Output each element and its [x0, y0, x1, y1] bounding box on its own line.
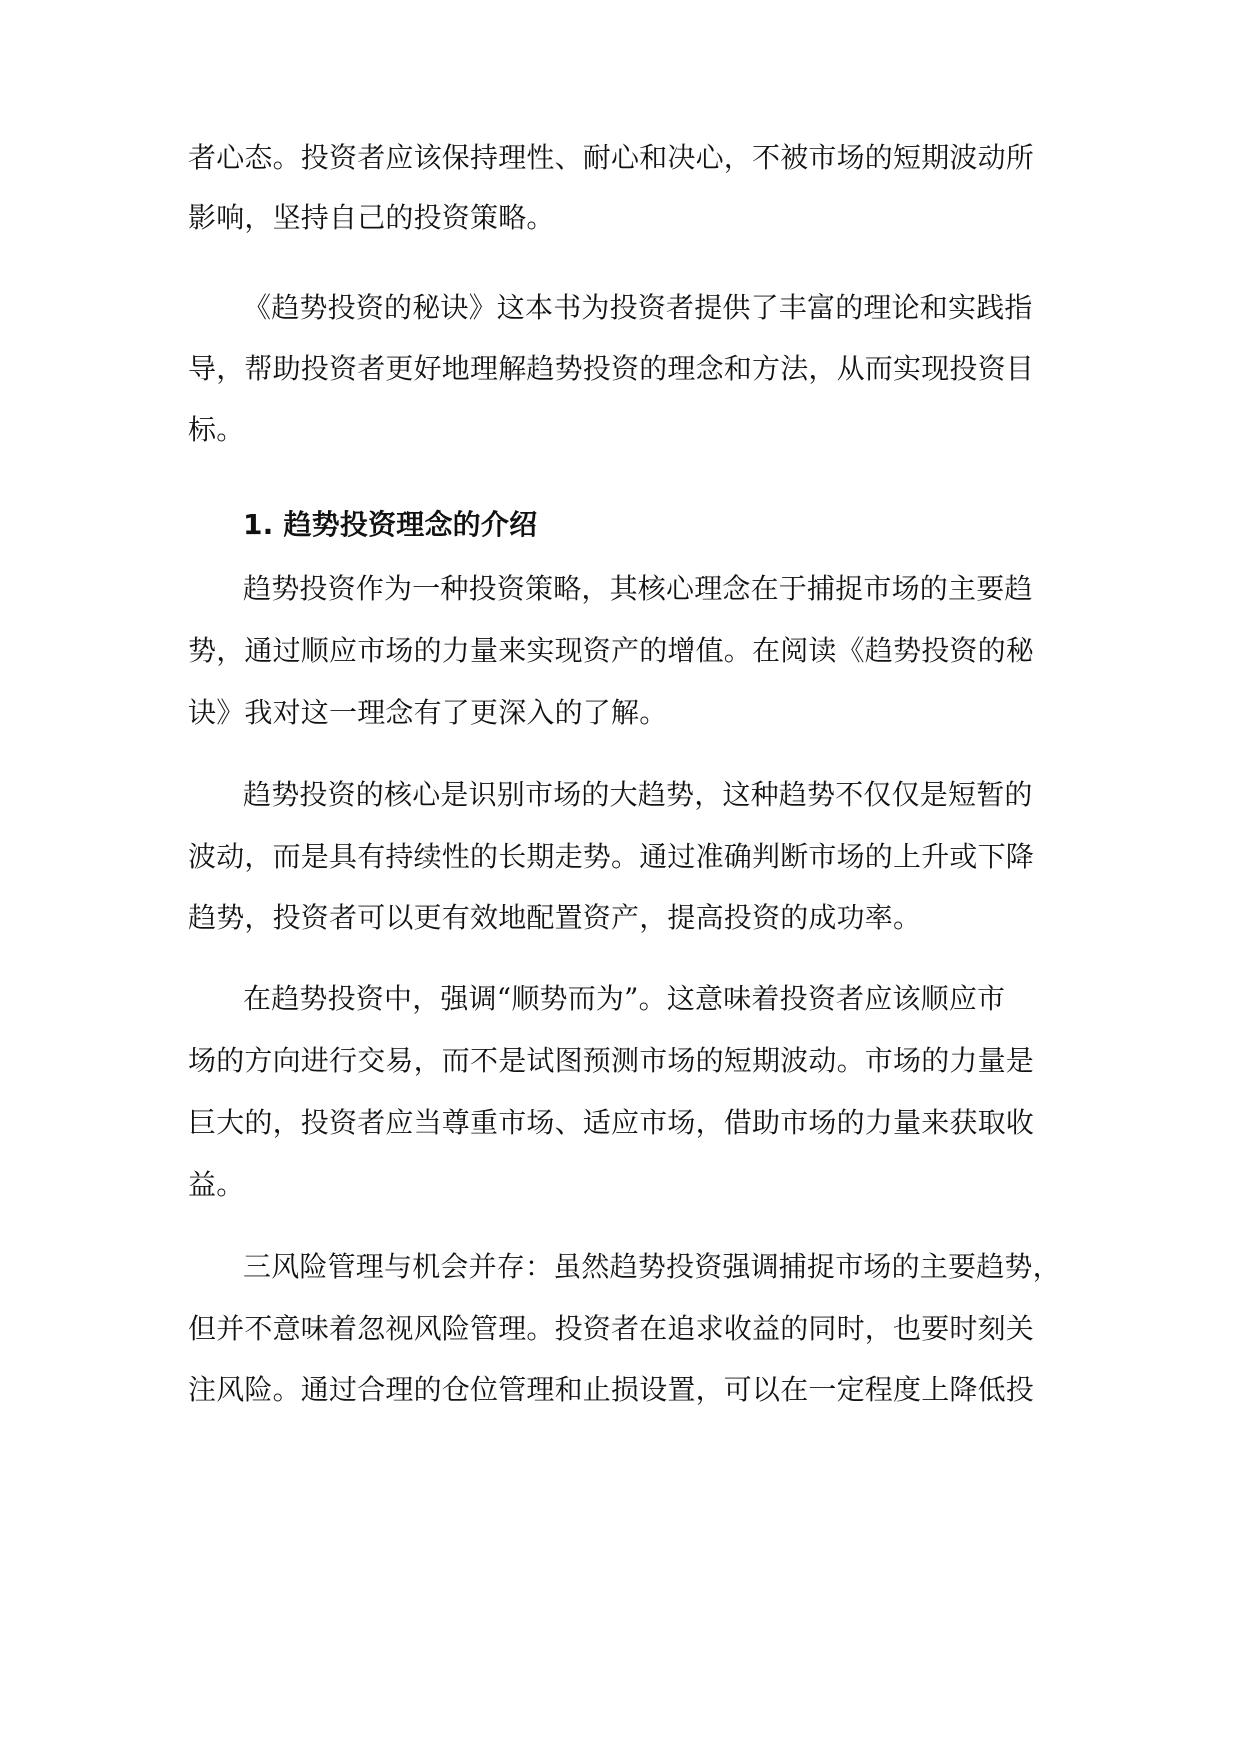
text-line: 《趋势投资的秘诀》这本书为投资者提供了丰富的理论和实践指	[243, 291, 1033, 324]
text-line: 场的方向进行交易，而不是试图预测市场的短期波动。市场的力量是	[188, 1044, 1035, 1077]
text-line: 三风险管理与机会并存：虽然趋势投资强调捕捉市场的主要趋势，	[243, 1250, 1061, 1283]
text-line: 但并不意味着忽视风险管理。投资者在追求收益的同时，也要时刻关	[188, 1312, 1035, 1345]
text-line: 标。	[188, 413, 245, 446]
text-line: 在趋势投资中，强调“顺势而为”。这意味着投资者应该顺应市	[243, 982, 1006, 1015]
text-line: 巨大的，投资者应当尊重市场、适应市场，借助市场的力量来获取收	[188, 1106, 1035, 1139]
text-line: 趋势投资作为一种投资策略，其核心理念在于捕捉市场的主要趋	[243, 572, 1033, 605]
section-heading: 1. 趋势投资理念的介绍	[243, 508, 538, 541]
text-line: 势，通过顺应市场的力量来实现资产的增值。在阅读《趋势投资的秘	[188, 634, 1035, 667]
text-line: 趋势，投资者可以更有效地配置资产，提高投资的成功率。	[188, 901, 922, 934]
text-line: 诀》我对这一理念有了更深入的了解。	[188, 696, 668, 729]
text-line: 趋势投资的核心是识别市场的大趋势，这种趋势不仅仅是短暂的	[243, 778, 1033, 811]
text-line: 波动，而是具有持续性的长期走势。通过准确判断市场的上升或下降	[188, 840, 1035, 873]
text-line: 影响，坚持自己的投资策略。	[188, 201, 555, 234]
text-line: 益。	[188, 1168, 245, 1201]
text-line: 者心态。投资者应该保持理性、耐心和决心，不被市场的短期波动所	[188, 141, 1035, 174]
text-line: 导，帮助投资者更好地理解趋势投资的理念和方法，从而实现投资目	[188, 352, 1035, 385]
text-line: 注风险。通过合理的仓位管理和止损设置，可以在一定程度上降低投	[188, 1373, 1035, 1406]
